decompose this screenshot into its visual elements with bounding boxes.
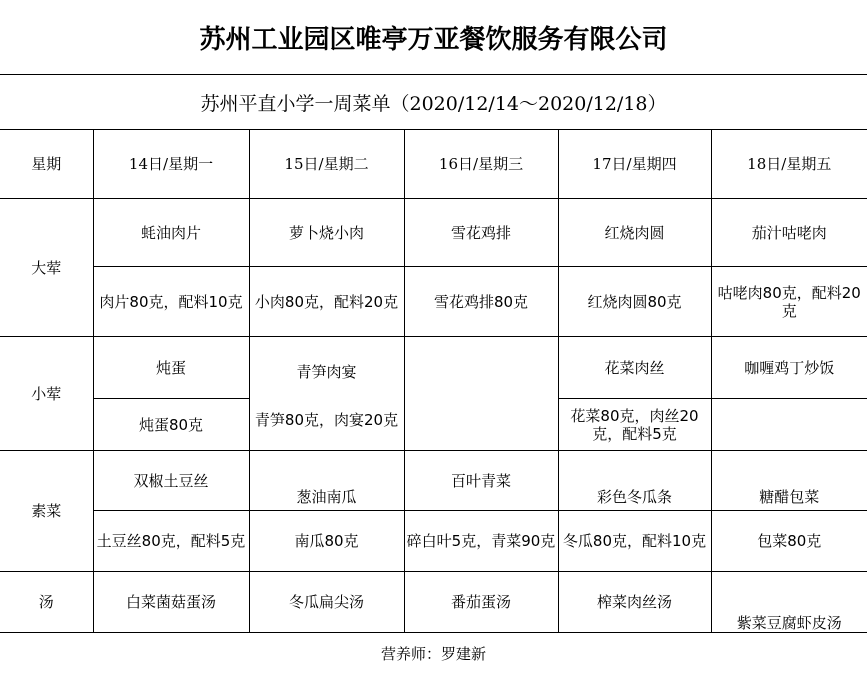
category-main: 大荤 [0, 199, 93, 337]
main-dish-thu: 红烧肉圆 [558, 199, 711, 267]
main-dish-row [0, 199, 867, 267]
soup-fri: 紫菜豆腐虾皮汤 [711, 572, 867, 633]
day-header-thu: 17日/星期四 [558, 130, 711, 199]
soup-thu: 榨菜肉丝汤 [558, 572, 711, 633]
main-dish-mon: 蚝油肉片 [93, 199, 249, 267]
main-portion-row [0, 267, 867, 337]
menu-subtitle: 苏州平直小学一周菜单（2020/12/14～2020/12/18） [200, 93, 667, 115]
main-dish-fri: 茄汁咕咾肉 [711, 199, 867, 267]
day-header-mon: 14日/星期一 [93, 130, 249, 199]
main-portion-tue: 小肉80克，配料20克 [249, 267, 404, 337]
veg-portion-tue: 南瓜80克 [249, 511, 404, 572]
day-header-wed: 16日/星期三 [404, 130, 558, 199]
category-minor: 小荤 [0, 337, 93, 451]
minor-dish-fri: 咖喱鸡丁炒饭 [711, 337, 867, 399]
veg-dish-row [0, 451, 867, 511]
minor-dish-mon: 炖蛋 [93, 337, 249, 399]
main-portion-fri: 咕咾肉80克，配料20克 [711, 267, 867, 337]
minor-portion-mon: 炖蛋80克 [93, 399, 249, 451]
veg-portion-row [0, 511, 867, 572]
minor-dish-row [0, 337, 867, 399]
veg-dish-tue: 葱油南瓜 [249, 451, 404, 511]
category-veg: 素菜 [0, 451, 93, 572]
nutritionist: 营养师：罗建新 [380, 644, 486, 663]
main-dish-wed: 雪花鸡排 [404, 199, 558, 267]
veg-dish-fri: 糖醋包菜 [711, 451, 867, 511]
veg-portion-fri: 包菜80克 [711, 511, 867, 572]
main-portion-wed: 雪花鸡排80克 [404, 267, 558, 337]
main-portion-mon: 肉片80克，配料10克 [93, 267, 249, 337]
day-header-tue: 15日/星期二 [249, 130, 404, 199]
veg-portion-mon: 土豆丝80克，配料5克 [93, 511, 249, 572]
minor-portion-tue: 青笋80克，肉宴20克 [254, 410, 399, 429]
minor-wed-empty [404, 337, 558, 451]
veg-dish-mon: 双椒土豆丝 [93, 451, 249, 511]
soup-tue: 冬瓜扁尖汤 [249, 572, 404, 633]
veg-portion-thu: 冬瓜80克，配料10克 [558, 511, 711, 572]
day-header-fri: 18日/星期五 [711, 130, 867, 199]
category-soup: 汤 [0, 572, 93, 633]
veg-dish-wed: 百叶青菜 [404, 451, 558, 511]
soup-row [0, 572, 867, 633]
minor-tue-cell [249, 337, 404, 451]
minor-dish-thu: 花菜肉丝 [558, 337, 711, 399]
veg-dish-thu: 彩色冬瓜条 [558, 451, 711, 511]
minor-dish-tue: 青笋肉宴 [296, 362, 357, 381]
soup-wed: 番茄蛋汤 [404, 572, 558, 633]
header-corner: 星期 [0, 130, 93, 199]
veg-portion-wed: 碎白叶5克，青菜90克 [404, 511, 558, 572]
minor-portion-thu: 花菜80克，肉丝20克，配料5克 [558, 399, 711, 451]
header-row [0, 130, 867, 199]
minor-portion-fri-empty [711, 399, 867, 451]
company-title: 苏州工业园区唯亭万亚餐饮服务有限公司 [0, 0, 867, 75]
main-portion-thu: 红烧肉圆80克 [558, 267, 711, 337]
weekly-menu-table [0, 129, 867, 633]
main-dish-tue: 萝卜烧小肉 [249, 199, 404, 267]
soup-mon: 白菜菌菇蛋汤 [93, 572, 249, 633]
